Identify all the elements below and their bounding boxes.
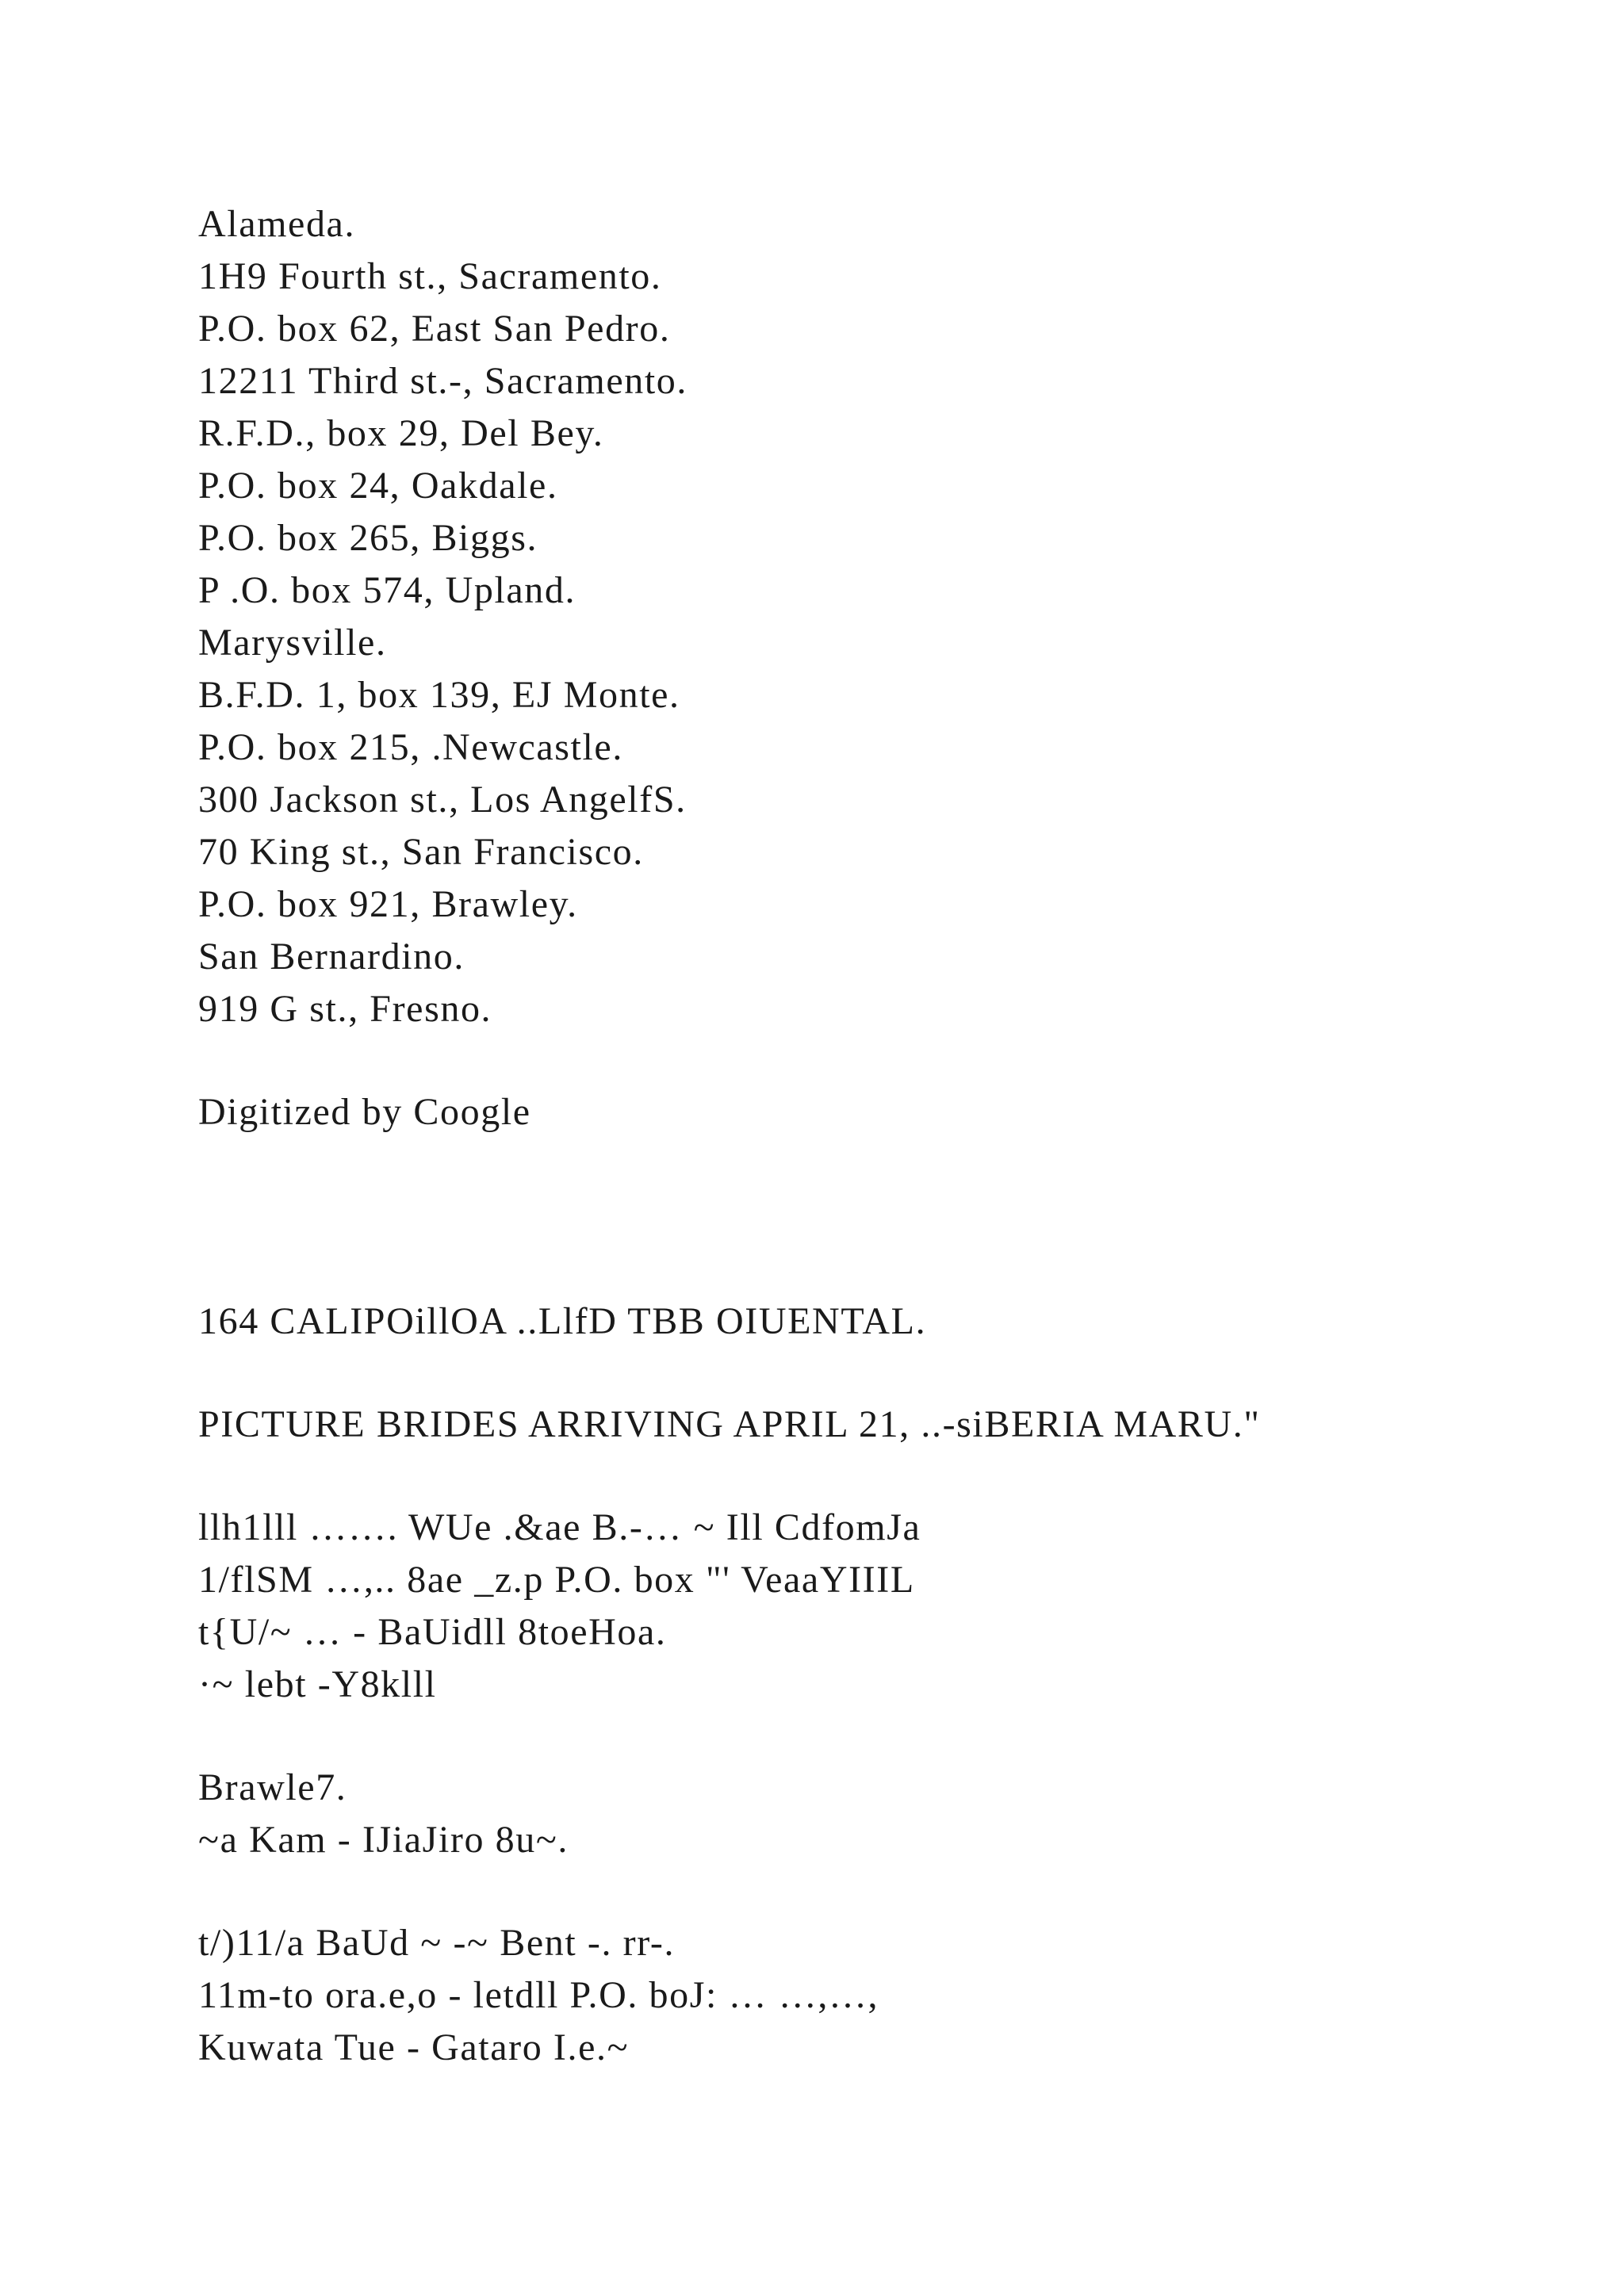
entry-line: Kuwata Tue - Gataro I.e.~ xyxy=(198,2026,630,2068)
address-line: 919 G st., Fresno. xyxy=(198,988,492,1030)
address-line: 12211 Third st.-, Sacramento. xyxy=(198,360,688,402)
address-line: P.O. box 265, Biggs. xyxy=(198,517,538,559)
address-line: P.O. box 24, Oakdale. xyxy=(198,465,558,507)
spacer xyxy=(198,1451,1546,1502)
address-line: Marysville. xyxy=(198,622,387,664)
spacer xyxy=(198,1035,1546,1086)
entry-line: t{U/~ … - BaUidll 8toeHoa. xyxy=(198,1611,667,1653)
address-line: P.O. box 921, Brawley. xyxy=(198,883,578,925)
entry-line: llh1lll ……. WUe .&ae B.-… ~ Ill CdfomJa xyxy=(198,1506,921,1548)
entry-group-2 xyxy=(198,1762,1546,1866)
address-list xyxy=(198,198,1546,1035)
entry-line: Brawle7. xyxy=(198,1766,347,1808)
address-line: 300 Jackson st., Los AngelfS. xyxy=(198,779,687,821)
spacer xyxy=(198,1348,1546,1399)
address-line: P.O. box 215, .Newcastle. xyxy=(198,726,623,768)
entry-group-1 xyxy=(198,1502,1546,1711)
address-line: 1H9 Fourth st., Sacramento. xyxy=(198,255,662,297)
address-line: P .O. box 574, Upland. xyxy=(198,569,576,611)
address-line: Alameda. xyxy=(198,203,356,245)
document-page xyxy=(198,198,1546,2074)
address-line: B.F.D. 1, box 139, EJ Monte. xyxy=(198,674,680,716)
address-line: 70 King st., San Francisco. xyxy=(198,831,644,873)
entry-group-3 xyxy=(198,1917,1546,2074)
entry-line: 11m-to ora.e,o - letdll P.O. boJ: … …,…, xyxy=(198,1974,879,2016)
address-line: R.F.D., box 29, Del Bey. xyxy=(198,412,604,454)
section-title: PICTURE BRIDES ARRIVING APRIL 21, ..-siBERIA MARU." xyxy=(198,1403,1261,1445)
spacer xyxy=(198,1138,1546,1295)
spacer xyxy=(198,1866,1546,1917)
address-line: San Bernardino. xyxy=(198,936,465,978)
spacer xyxy=(198,1711,1546,1762)
page-header: 164 CALIPOillOA ..LlfD TBB OIUENTAL. xyxy=(198,1300,927,1342)
entry-line: t/)11/a BaUd ~ -~ Bent -. rr-. xyxy=(198,1922,676,1964)
entry-line: ·~ lebt -Y8klll xyxy=(198,1663,437,1705)
entry-line: ~a Kam - IJiaJiro 8u~. xyxy=(198,1819,569,1861)
address-line: P.O. box 62, East San Pedro. xyxy=(198,308,671,350)
entry-line: 1/flSM …,.. 8ae _z.p P.O. box "' VeaaYIIIL xyxy=(198,1559,915,1601)
digitized-note: Digitized by Coogle xyxy=(198,1091,531,1133)
